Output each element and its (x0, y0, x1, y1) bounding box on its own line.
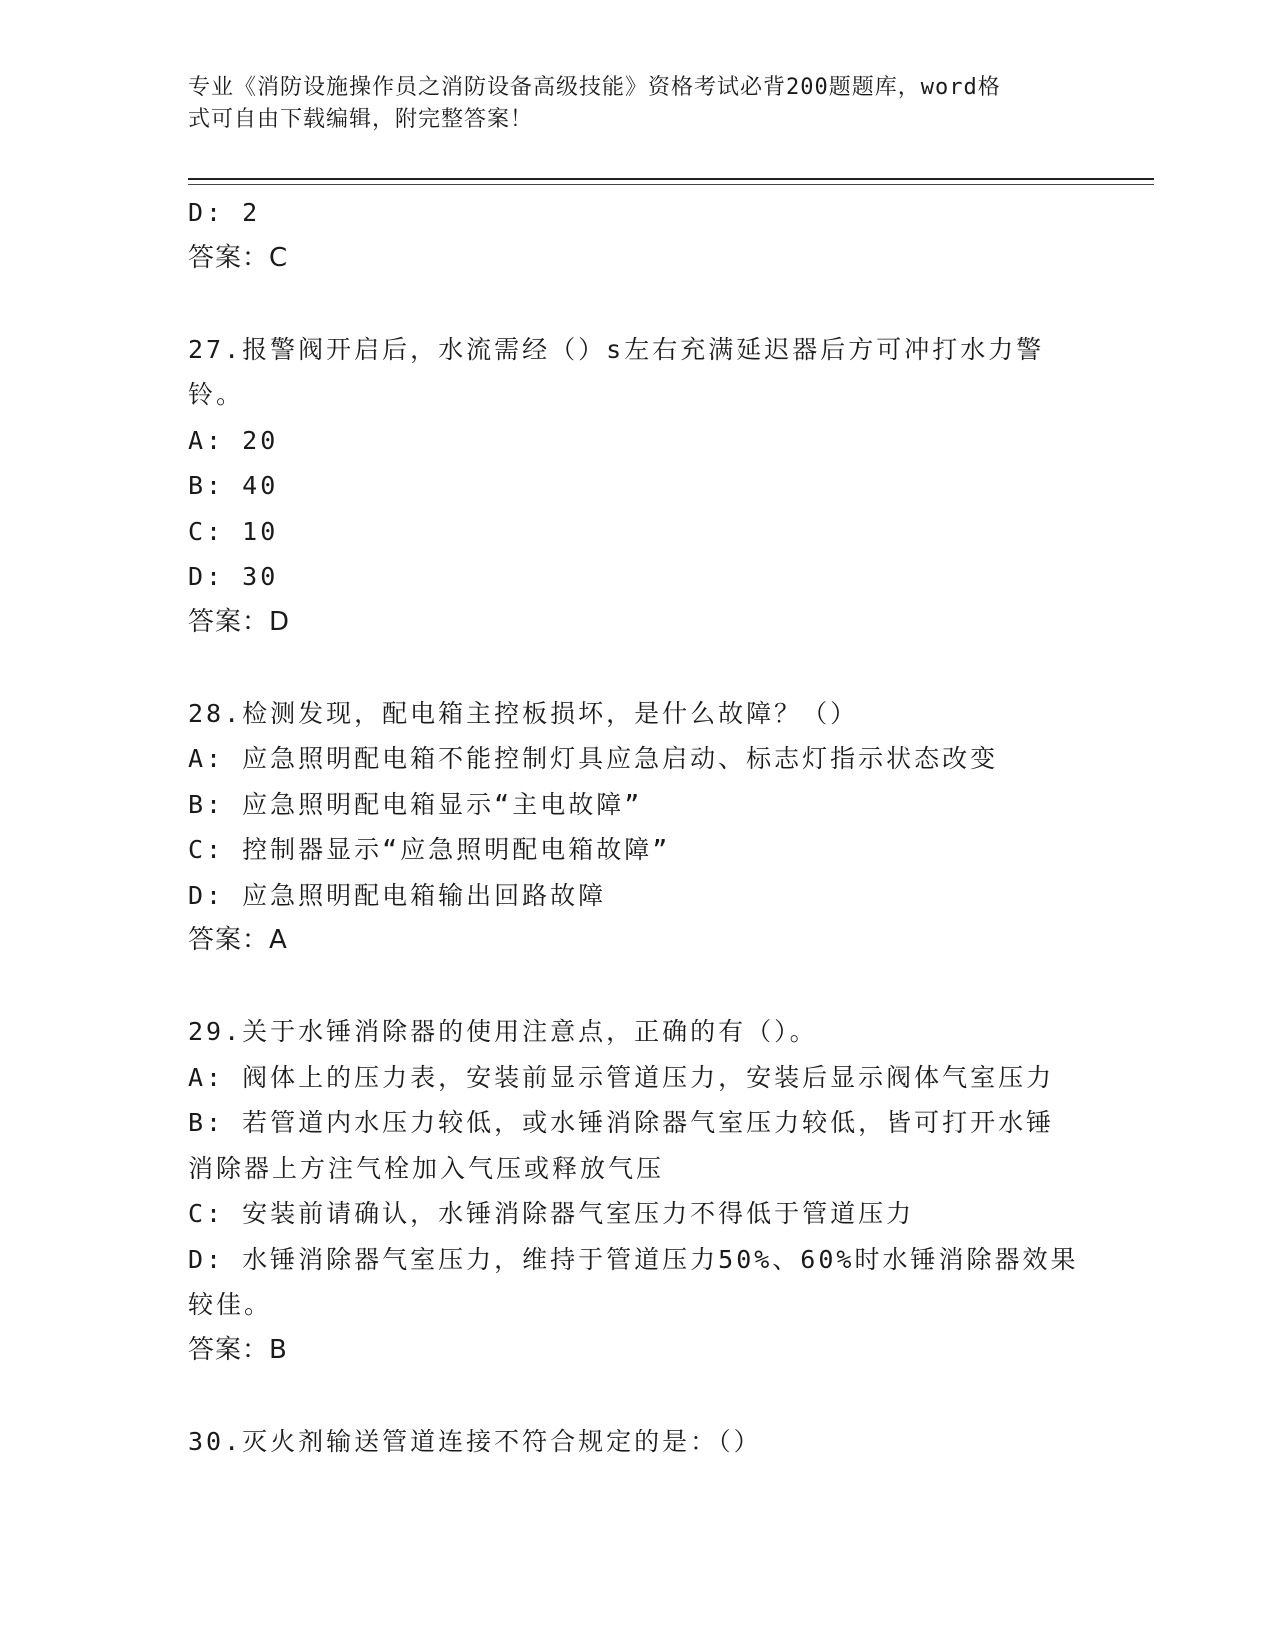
spacer (188, 964, 1088, 1010)
spacer (188, 1373, 1088, 1419)
q28-stem: 28.检测发现，配电箱主控板损坏，是什么故障？（） (188, 698, 859, 728)
prev-answer: 答案：C (188, 242, 289, 273)
q27-stem-line-1: 27.报警阀开启后，水流需经（）s左右充满延迟器后方可冲打水力警 (188, 334, 1045, 364)
document-header (188, 72, 1068, 136)
q29-option-b-line-2: 消除器上方注气栓加入气压或释放气压 (188, 1153, 665, 1183)
q27-option-d: D: 30 (188, 562, 279, 591)
q29-option-a: A: 阀体上的压力表，安装前显示管道压力，安装后显示阀体气室压力 (188, 1062, 1055, 1092)
q27-option-c: C: 10 (188, 516, 279, 546)
header-divider-thin (188, 184, 1154, 185)
header-line-2: 式可自由下载编辑，附完整答案！ (188, 107, 534, 132)
q27-option-b: B: 40 (188, 471, 279, 500)
header-line-1: 专业《消防设施操作员之消防设备高级技能》资格考试必背200题题库，word格 (188, 75, 1001, 100)
q29-answer: 答案：B (188, 1334, 288, 1365)
q29-option-d-line-2: 较佳。 (188, 1290, 273, 1319)
q29-option-c: C: 安装前请确认，水锤消除器气室压力不得低于管道压力 (188, 1199, 915, 1228)
spacer (188, 281, 1088, 327)
q28-option-b: B: 应急照明配电箱显示“主电故障” (188, 789, 643, 819)
q28-option-a: A: 应急照明配电箱不能控制灯具应急启动、标志灯指示状态改变 (188, 744, 999, 773)
q29-option-d-line-1: D: 水锤消除器气室压力，维持于管道压力50%、60%时水锤消除器效果 (188, 1244, 1079, 1274)
question-list (188, 190, 1088, 1464)
q28-option-d: D: 应急照明配电箱输出回路故障 (188, 880, 607, 910)
q28-option-c: C: 控制器显示“应急照明配电箱故障” (188, 835, 671, 864)
q27-answer: 答案：D (188, 606, 291, 637)
q28-answer: 答案：A (188, 925, 288, 955)
q29-stem: 29.关于水锤消除器的使用注意点，正确的有（）。 (188, 1017, 818, 1046)
header-divider-thick (188, 178, 1154, 180)
q27-stem-line-2: 铃。 (188, 380, 245, 409)
q29-option-b-line-1: B: 若管道内水压力较低，或水锤消除器气室压力较低，皆可打开水锤 (188, 1108, 1055, 1137)
q27-option-a: A: 20 (188, 425, 279, 455)
q30-stem: 30.灭火剂输送管道连接不符合规定的是：（） (188, 1426, 762, 1456)
prev-option-d: D: 2 (188, 198, 261, 227)
spacer (188, 645, 1088, 691)
